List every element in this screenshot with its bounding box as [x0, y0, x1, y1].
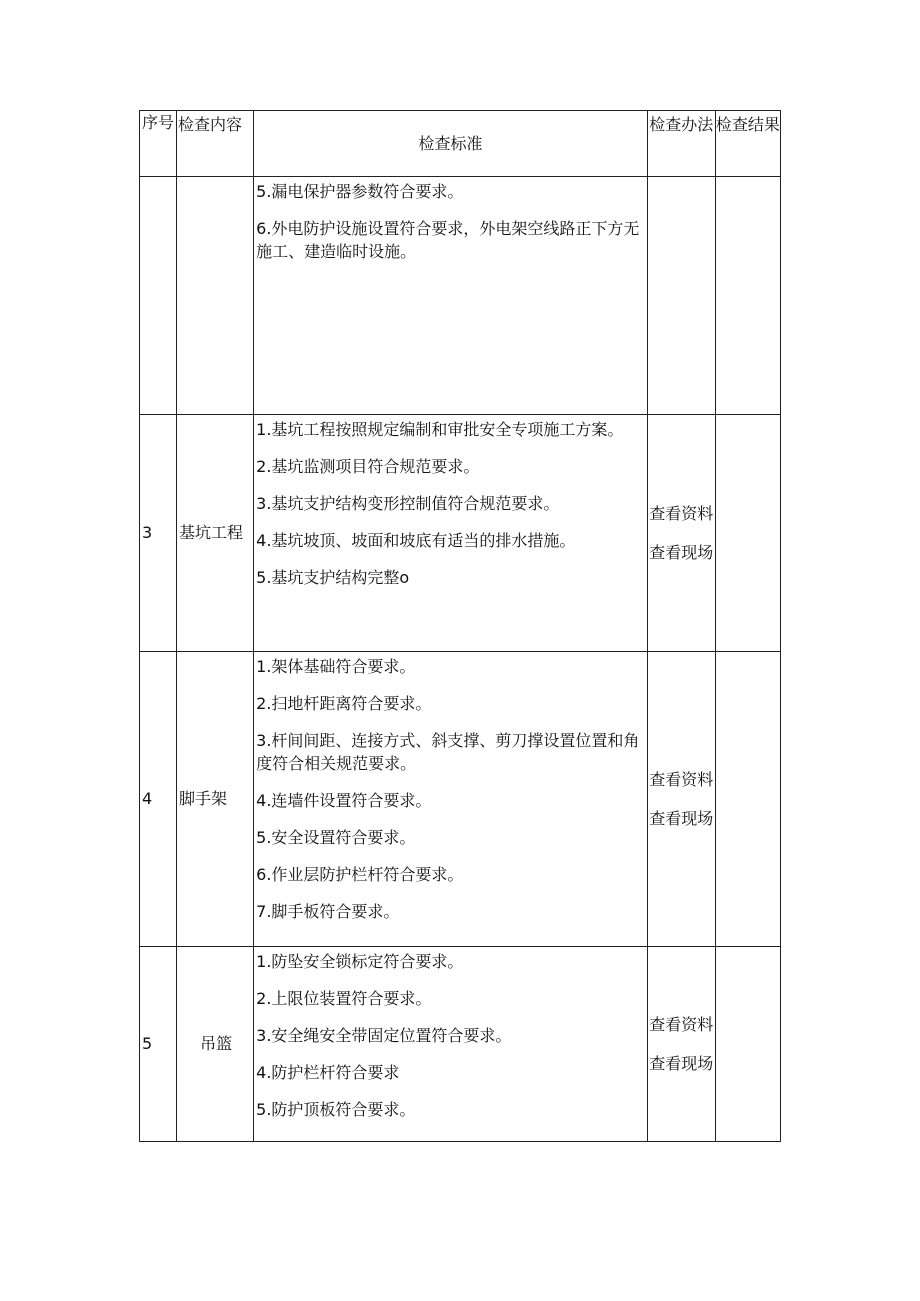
row-standards [254, 652, 648, 947]
row-standards [254, 177, 648, 415]
standard-line: 3.基坑支护结构变形控制值符合规范要求。 [256, 494, 560, 513]
table-row [140, 947, 781, 1142]
row-result [715, 177, 780, 415]
header-standard: 检查标准 [254, 111, 648, 177]
method-line: 查看现场 [649, 543, 714, 562]
standard-line: 1.基坑工程按照规定编制和审批安全专项施工方案。 [256, 420, 624, 439]
standard-line: 2.基坑监测项目符合规范要求。 [256, 457, 480, 476]
standard-line: 2.扫地杆距离符合要求。 [256, 694, 432, 713]
standard-line: 7.脚手板符合要求。 [256, 902, 400, 921]
row-item: 基坑工程 [177, 415, 254, 652]
row-result [715, 415, 780, 652]
header-method: 检查办法 [647, 111, 715, 177]
row-method [647, 415, 715, 652]
row-no [140, 177, 177, 415]
standard-line: 2.上限位装置符合要求。 [256, 989, 432, 1008]
row-item [177, 177, 254, 415]
header-item: 检查内容 [177, 111, 254, 177]
header-row [140, 111, 781, 177]
header-result: 检查结果 [715, 111, 780, 177]
method-line: 查看资料 [649, 504, 714, 523]
row-method [647, 177, 715, 415]
row-no: 4 [140, 652, 177, 947]
method-line: 查看资料 [649, 770, 714, 789]
standard-line: 1.防坠安全锁标定符合要求。 [256, 952, 464, 971]
standard-line: 5.防护顶板符合要求。 [256, 1100, 416, 1119]
row-item: 脚手架 [177, 652, 254, 947]
standard-line: 4.连墙件设置符合要求。 [256, 791, 432, 810]
method-line: 查看现场 [649, 809, 714, 828]
row-standards [254, 415, 648, 652]
standard-line: 3.杆间间距、连接方式、斜支撑、剪刀撑设置位置和角度符合相关规范要求。 [256, 731, 640, 773]
standard-line: 3.安全绳安全带固定位置符合要求。 [256, 1026, 512, 1045]
standard-line: 1.架体基础符合要求。 [256, 657, 416, 676]
table-body [140, 177, 781, 1142]
table-row [140, 415, 781, 652]
standard-line: 5.安全设置符合要求。 [256, 828, 416, 847]
table-row [140, 652, 781, 947]
table-row [140, 177, 781, 415]
inspection-table [139, 110, 781, 1142]
standard-line: 5.基坑支护结构完整o [256, 568, 410, 587]
standard-line: 5.漏电保护器参数符合要求。 [256, 182, 464, 201]
header-no: 序号 [140, 111, 177, 177]
row-standards [254, 947, 648, 1142]
row-no: 5 [140, 947, 177, 1142]
standard-line: 6.外电防护设施设置符合要求，外电架空线路正下方无施工、建造临时设施。 [256, 219, 640, 261]
row-item: 吊篮 [177, 947, 254, 1142]
row-method [647, 652, 715, 947]
standard-line: 4.防护栏杆符合要求 [256, 1063, 400, 1082]
standard-line: 4.基坑坡顶、坡面和坡底有适当的排水措施。 [256, 531, 576, 550]
row-result [715, 947, 780, 1142]
row-no: 3 [140, 415, 177, 652]
method-line: 查看现场 [649, 1054, 714, 1073]
row-method [647, 947, 715, 1142]
row-result [715, 652, 780, 947]
method-line: 查看资料 [649, 1015, 714, 1034]
standard-line: 6.作业层防护栏杆符合要求。 [256, 865, 464, 884]
